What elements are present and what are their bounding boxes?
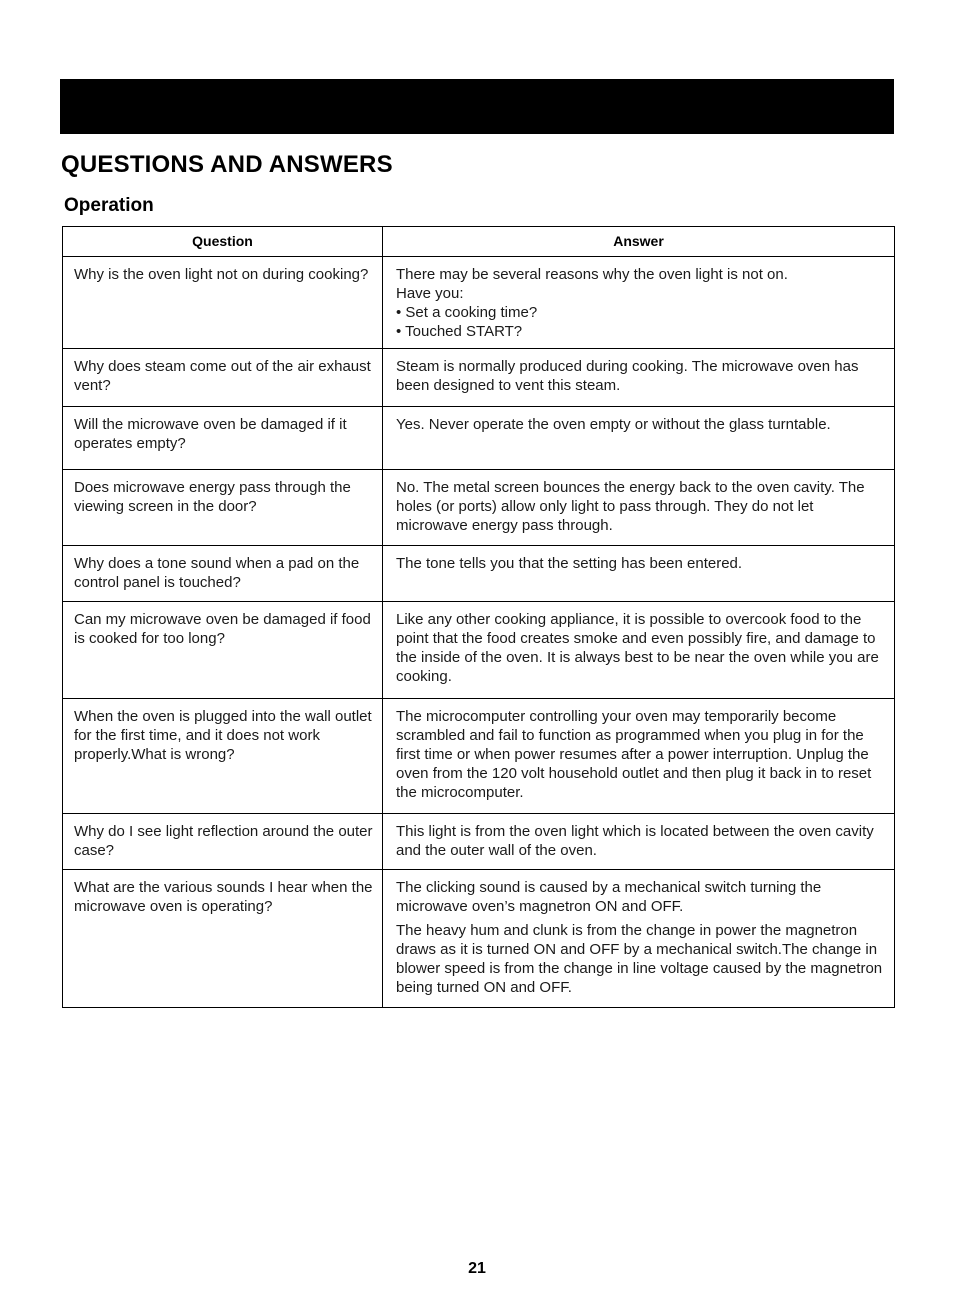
page-number: 21 — [468, 1260, 486, 1277]
answer-text: There may be several reasons why the oven light is not on. — [396, 266, 788, 283]
answer-cell: This light is from the oven light which is located between the oven cavity and the outer wall of the oven. — [383, 814, 895, 870]
question-cell: Why is the oven light not on during cooking? — [63, 257, 383, 349]
table-header-row — [63, 227, 895, 257]
table-row — [63, 602, 895, 699]
answer-paragraph: The clicking sound is caused by a mechanical switch turning the microwave oven’s magnetron ON and OFF. — [396, 879, 822, 915]
answer-bullet: • Touched START? — [396, 323, 523, 340]
answer-cell — [383, 870, 895, 1008]
table-row — [63, 870, 895, 1008]
question-cell: Why does steam come out of the air exhaust vent? — [63, 349, 383, 407]
answer-cell: The tone tells you that the setting has been entered. — [383, 546, 895, 602]
answer-cell — [383, 257, 895, 349]
qa-table — [62, 226, 895, 1008]
section-title: Operation — [64, 195, 154, 216]
table-row — [63, 257, 895, 349]
answer-bullet: • Set a cooking time? — [396, 304, 538, 321]
table-row — [63, 699, 895, 814]
answer-cell: The microcomputer controlling your oven may temporarily become scrambled and fail to function as programmed when you plug in for the first time or when power resumes after a power interruption. Unplug the oven from the 120 volt household outlet and then plug it back in to reset the microcomputer. — [383, 699, 895, 814]
table-row — [63, 470, 895, 546]
question-cell: Will the microwave oven be damaged if it operates empty? — [63, 407, 383, 470]
table-row — [63, 349, 895, 407]
question-cell: When the oven is plugged into the wall outlet for the first time, and it does not work properly.What is wrong? — [63, 699, 383, 814]
question-cell: Does microwave energy pass through the viewing screen in the door? — [63, 470, 383, 546]
answer-paragraph: The heavy hum and clunk is from the change in power the magnetron draws as it is turned ON and OFF by a mechanical switch.The change in blower speed is from the change in line voltage caused by the magnetron being turned ON and OFF. — [396, 922, 883, 996]
question-cell: What are the various sounds I hear when the microwave oven is operating? — [63, 870, 383, 1008]
answer-text: Have you: — [396, 285, 464, 302]
answer-column-header: Answer — [383, 227, 895, 257]
table-row — [63, 407, 895, 470]
table-row — [63, 546, 895, 602]
question-cell: Why does a tone sound when a pad on the control panel is touched? — [63, 546, 383, 602]
question-cell: Can my microwave oven be damaged if food is cooked for too long? — [63, 602, 383, 699]
table-row — [63, 814, 895, 870]
header-bar — [60, 79, 894, 134]
question-column-header: Question — [63, 227, 383, 257]
answer-cell: No. The metal screen bounces the energy back to the oven cavity. The holes (or ports) allow only light to pass through. They do not let microwave energy pass through. — [383, 470, 895, 546]
answer-cell: Yes. Never operate the oven empty or without the glass turntable. — [383, 407, 895, 470]
answer-cell: Like any other cooking appliance, it is possible to overcook food to the point that the food creates smoke and even possibly fire, and damage to the inside of the oven. It is always best to be near the oven while you are cooking. — [383, 602, 895, 699]
question-cell: Why do I see light reflection around the outer case? — [63, 814, 383, 870]
page-title: QUESTIONS AND ANSWERS — [61, 151, 393, 178]
answer-cell: Steam is normally produced during cooking. The microwave oven has been designed to vent this steam. — [383, 349, 895, 407]
